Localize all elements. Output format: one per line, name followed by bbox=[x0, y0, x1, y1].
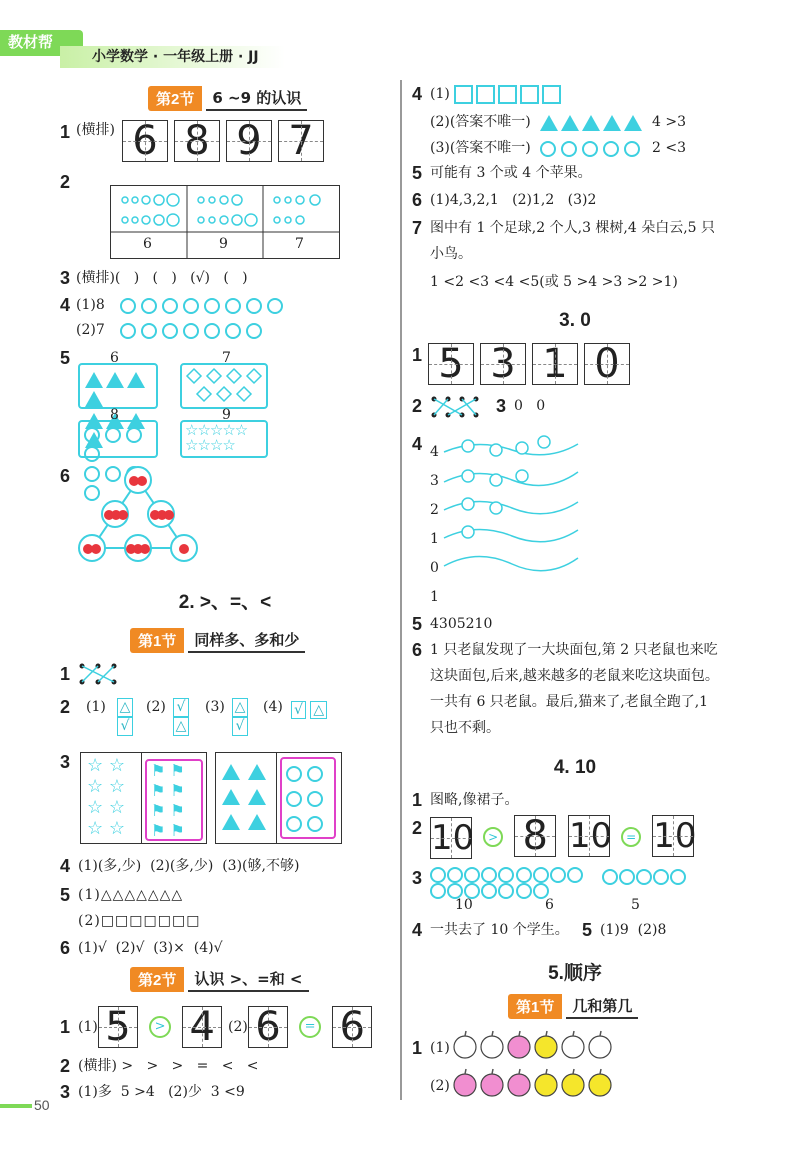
page-number: 50 bbox=[34, 1097, 50, 1113]
q-number: 4 bbox=[412, 434, 423, 454]
answer-text: (2)□□□□□□□ bbox=[78, 913, 201, 929]
section-name: 认识 >、=和 < bbox=[188, 967, 308, 992]
compare-row bbox=[248, 1006, 378, 1048]
q-number: 1 bbox=[412, 345, 423, 365]
matching-lines bbox=[430, 395, 486, 419]
q-number: 1 bbox=[60, 664, 71, 684]
part-label: (2) bbox=[228, 1019, 248, 1035]
diamond-group bbox=[180, 363, 268, 409]
q-number: 7 bbox=[412, 218, 423, 238]
answer-text: (1)多 5 >4 (2)少 3 <9 bbox=[78, 1084, 245, 1100]
circle-row bbox=[120, 320, 267, 339]
check-stack: △ √ bbox=[117, 698, 133, 736]
part-label: (2)(答案不唯一) bbox=[430, 114, 531, 130]
apple-row bbox=[452, 1068, 618, 1098]
section-heading bbox=[130, 967, 309, 992]
answer-text: (2)7 bbox=[76, 322, 105, 338]
section-name: 同样多、多和少 bbox=[188, 628, 305, 653]
column-divider bbox=[400, 80, 402, 1100]
part-label: (2) bbox=[146, 699, 166, 715]
answer-text: (1)√ (2)√ (3)× (4)√ bbox=[78, 940, 223, 956]
chapter-title: 4. 10 bbox=[553, 757, 597, 778]
answer-text: 1 只老鼠发现了一大块面包,第 2 只老鼠也来吃 bbox=[430, 642, 718, 658]
section-name: 6 ~9 的认识 bbox=[206, 86, 307, 111]
answer-text: 一共有 6 只老鼠。最后,猫来了,老鼠全跑了,1 bbox=[430, 694, 709, 710]
q-note: (横排) bbox=[76, 122, 115, 138]
q-number: 4 bbox=[60, 295, 71, 315]
q-number: 3 bbox=[60, 1082, 71, 1102]
header-badge: 教材帮 bbox=[0, 30, 83, 56]
q-number: 1 bbox=[60, 1017, 71, 1037]
triangle-row bbox=[540, 112, 645, 131]
level-label: 3 bbox=[430, 473, 439, 489]
digit-box: 8 bbox=[174, 120, 220, 162]
answer-text: 小鸟。 bbox=[430, 246, 472, 262]
digit-box: 3 bbox=[480, 343, 526, 385]
wave-lines bbox=[442, 432, 582, 582]
q-number: 5 bbox=[60, 885, 71, 905]
compare-row bbox=[430, 815, 562, 859]
circle-row bbox=[540, 138, 645, 157]
digit-box: 6 bbox=[248, 1006, 288, 1048]
group-number: 6 bbox=[545, 897, 554, 913]
digit-boxes bbox=[122, 120, 330, 162]
part-label: (2) bbox=[430, 1078, 450, 1094]
shape-card bbox=[215, 752, 342, 844]
digit-box: 6 bbox=[332, 1006, 372, 1048]
table-number: 7 bbox=[295, 236, 304, 252]
section-tag: 第2节 bbox=[130, 967, 184, 992]
digit-box: 5 bbox=[428, 343, 474, 385]
q-number: 3 bbox=[60, 268, 71, 288]
answer-text: (1)(多,少) (2)(多,少) (3)(够,不够) bbox=[78, 858, 300, 874]
answer-text: 1 <2 <3 <4 <5(或 5 >4 >3 >2 >1) bbox=[430, 274, 678, 290]
check-stack: √ △ bbox=[173, 698, 189, 736]
q-number: 6 bbox=[60, 466, 71, 486]
part-label: (3) bbox=[205, 699, 225, 715]
q-number: 2 bbox=[60, 172, 71, 192]
q-number: 4 bbox=[60, 856, 71, 876]
digit-box: 10 bbox=[569, 816, 613, 856]
part-label: (1) bbox=[430, 86, 450, 102]
q-number: 5 bbox=[582, 920, 593, 940]
section-tag: 第1节 bbox=[130, 628, 184, 653]
answer-text: 一共去了 10 个学生。 bbox=[430, 922, 569, 938]
square-row bbox=[454, 84, 564, 104]
q-number: 1 bbox=[412, 1038, 423, 1058]
answer-text: (1)8 bbox=[76, 297, 105, 313]
q-number: 3 bbox=[496, 396, 507, 416]
group-number: 6 bbox=[110, 350, 119, 366]
section-heading bbox=[148, 86, 307, 111]
q-number: 2 bbox=[412, 818, 423, 838]
digit-box: 5 bbox=[98, 1006, 138, 1048]
q-number: 6 bbox=[60, 938, 71, 958]
q-number: 2 bbox=[60, 697, 71, 717]
shape-card: ☆ ☆ ☆ ☆ ☆ ☆ ☆ ☆ ⚑ ⚑ ⚑ ⚑ ⚑ ⚑ ⚑ ⚑ bbox=[80, 752, 207, 844]
header-title: 小学数学 · 一年级上册 · JJ bbox=[92, 49, 259, 65]
group-number: 5 bbox=[631, 897, 640, 913]
section-tag: 第1节 bbox=[508, 994, 562, 1019]
level-label: 0 bbox=[430, 560, 439, 576]
answer-text: 4305210 bbox=[430, 616, 493, 632]
q-number: 1 bbox=[412, 790, 423, 810]
table-number: 6 bbox=[143, 236, 152, 252]
compare-symbol: = bbox=[299, 1016, 321, 1038]
compare-symbol: = bbox=[621, 827, 641, 847]
level-label: 2 bbox=[430, 502, 439, 518]
q-number: 1 bbox=[60, 122, 71, 142]
q-number: 3 bbox=[60, 752, 71, 772]
q-number: 4 bbox=[412, 84, 423, 104]
part-label: (4) bbox=[263, 699, 283, 715]
part-label: (1) bbox=[86, 699, 106, 715]
q-number: 2 bbox=[412, 396, 423, 416]
answer-text: (1)4,3,2,1 (2)1,2 (3)2 bbox=[430, 192, 597, 208]
table-number: 9 bbox=[219, 236, 228, 252]
section-heading bbox=[130, 628, 305, 653]
group-number: 7 bbox=[222, 350, 231, 366]
circle-group bbox=[602, 866, 687, 885]
apple-row bbox=[452, 1030, 618, 1060]
answer-text: 4 >3 bbox=[652, 114, 686, 130]
triangle-group bbox=[78, 363, 158, 409]
compare-row bbox=[98, 1006, 228, 1048]
q-number: 4 bbox=[412, 920, 423, 940]
q-number: 5 bbox=[60, 348, 71, 368]
answer-text: 只也不剩。 bbox=[430, 720, 500, 736]
footer-bar bbox=[0, 1104, 32, 1108]
answer-text: 图中有 1 个足球,2 个人,3 棵树,4 朵白云,5 只 bbox=[430, 220, 716, 236]
digit-box: 4 bbox=[182, 1006, 222, 1048]
digit-box: 10 bbox=[653, 816, 697, 856]
compare-symbol: > bbox=[483, 827, 503, 847]
digit-box: 7 bbox=[278, 120, 324, 162]
q-number: 5 bbox=[412, 163, 423, 183]
group-number: 9 bbox=[222, 407, 231, 423]
answer-text: 图略,像裙子。 bbox=[430, 792, 519, 808]
check-stack: △ √ bbox=[232, 698, 248, 736]
level-label: 4 bbox=[430, 444, 439, 460]
part-label: (1) bbox=[430, 1040, 450, 1056]
q-number: 3 bbox=[412, 868, 423, 888]
digit-boxes bbox=[428, 343, 636, 385]
answer-text: 0 0 bbox=[514, 398, 546, 414]
group-number: 8 bbox=[110, 407, 119, 423]
digit-box: 8 bbox=[514, 815, 556, 857]
compare-row bbox=[568, 815, 700, 857]
chapter-title: 2. >、=、< bbox=[178, 592, 272, 613]
part-label: (1) bbox=[78, 1019, 98, 1035]
answer-text: (横排) > > > = < < bbox=[78, 1058, 259, 1074]
fruit-triangle bbox=[76, 464, 200, 564]
q-number: 6 bbox=[412, 640, 423, 660]
digit-box: 6 bbox=[122, 120, 168, 162]
digit-box: 1 bbox=[532, 343, 578, 385]
group-number: 10 bbox=[455, 897, 473, 913]
level-label: 1 bbox=[430, 589, 439, 605]
section-heading bbox=[508, 994, 638, 1019]
digit-box: 10 bbox=[431, 818, 475, 858]
circle-row bbox=[120, 295, 288, 314]
count-table bbox=[110, 185, 340, 259]
chapter-title: 5.顺序 bbox=[548, 963, 602, 984]
level-label: 1 bbox=[430, 531, 439, 547]
q-number: 6 bbox=[412, 190, 423, 210]
section-tag: 第2节 bbox=[148, 86, 202, 111]
check-row: √ △ bbox=[291, 702, 327, 718]
compare-symbol: > bbox=[149, 1016, 171, 1038]
star-group: ☆☆☆☆☆ ☆☆☆☆ bbox=[180, 420, 268, 458]
digit-box: 0 bbox=[584, 343, 630, 385]
digit-box: 9 bbox=[226, 120, 272, 162]
matching-lines bbox=[78, 662, 120, 686]
answer-text: 2 <3 bbox=[652, 140, 686, 156]
part-label: (3)(答案不唯一) bbox=[430, 140, 531, 156]
answer-text: (1)9 (2)8 bbox=[600, 922, 667, 938]
answer-text: (横排)( ) ( ) (√) ( ) bbox=[76, 270, 248, 286]
section-name: 几和第几 bbox=[566, 994, 638, 1019]
answer-text: (1)△△△△△△△ bbox=[78, 887, 184, 903]
q-number: 5 bbox=[412, 614, 423, 634]
answer-text: 这块面包,后来,越来越多的老鼠来吃这块面包。 bbox=[430, 668, 719, 684]
answer-text: 可能有 3 个或 4 个苹果。 bbox=[430, 165, 592, 181]
circle-group bbox=[78, 420, 158, 458]
q-number: 2 bbox=[60, 1056, 71, 1076]
chapter-title: 3. 0 bbox=[559, 310, 591, 331]
